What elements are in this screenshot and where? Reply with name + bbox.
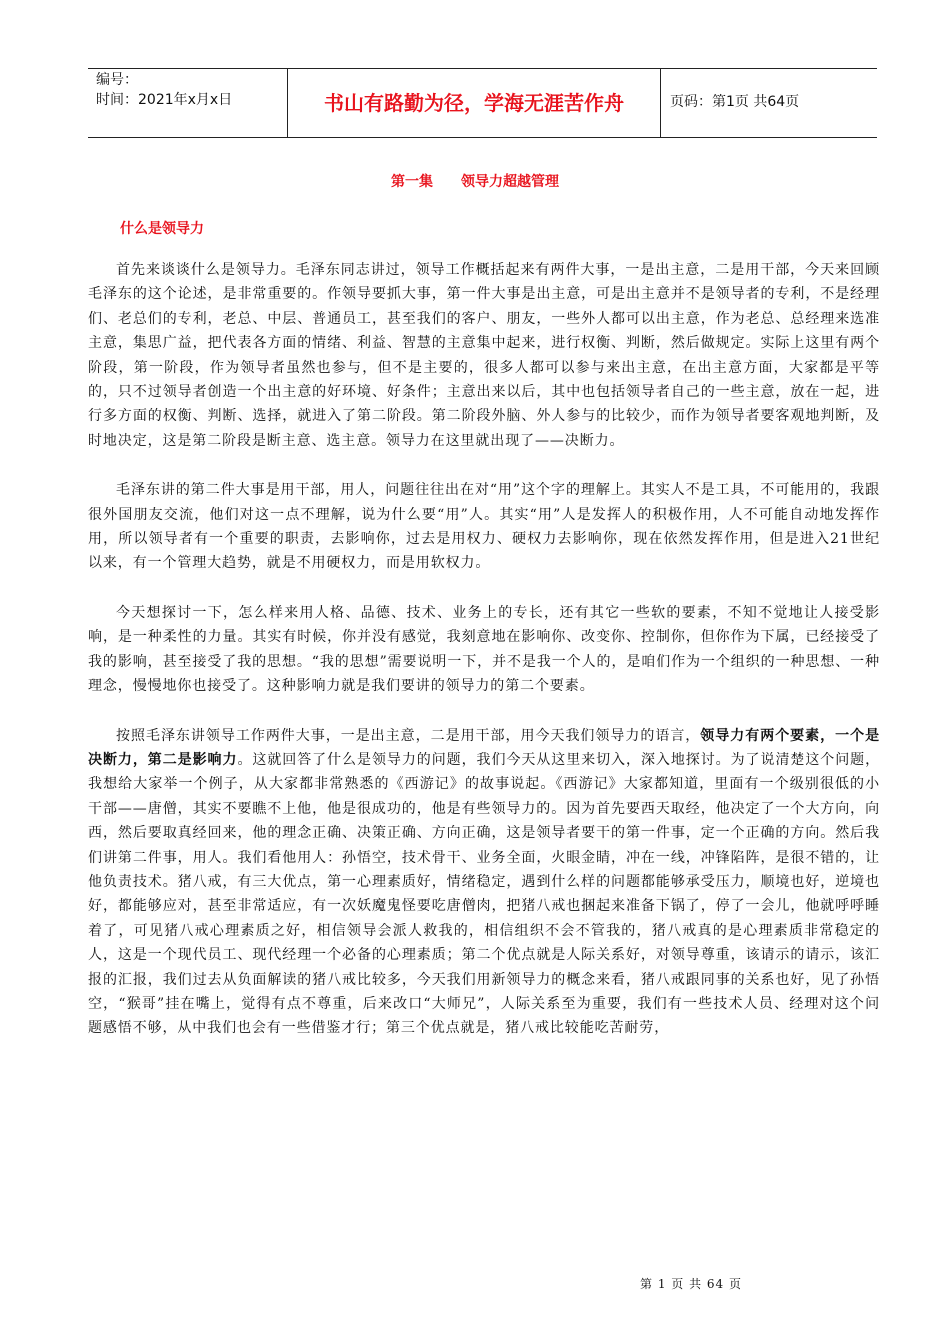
document-title bbox=[0, 172, 950, 192]
document-title-topic: 领导力超越管理 bbox=[461, 174, 559, 190]
body-paragraph: 毛泽东讲的第二件大事是用干部，用人，问题往往出在对“用”这个字的理解上。其实人不是工具，不可能用的，我跟很外国朋友交流，他们对这一点不理解，说为什么要“用”人。其实“用”人是发挥人的积极作用，人不可能自动地发挥作用，所以领导者有一个重要的职责，去影响你，过去是用权力、硬权力去影响你，现在依然发挥作用，但是进入21世纪以来，有一个管理大趋势，就是不用硬权力，而是用软权力。 bbox=[88, 482, 880, 572]
header-meta bbox=[96, 70, 232, 110]
section-heading: 什么是领导力 bbox=[120, 221, 204, 237]
serial-number-label: 编号： bbox=[96, 72, 138, 88]
body-paragraph: 首先来谈谈什么是领导力。毛泽东同志讲过，领导工作概括起来有两件大事，一是出主意，二是用干部，今天来回顾毛泽东的这个论述，是非常重要的。作领导要抓大事，第一件大事是出主意，可是出主意并不是领导者的专利，不是经理们、老总们的专利，老总、中层、普通员工，甚至我们的客户、朋友，一些外人都可以出主意，作为老总、总经理来选准主意，集思广益，把代表各方面的情绪、利益、智慧的主意集中起来，进行权衡、判断，然后做规定。实际上这里有两个阶段，第一阶段，作为领导者虽然也参与，但不是主要的，很多人都可以参与来出主意，在出主意方面，大家都是平等的，只不过领导者创造一个出主意的好环境、好条件；主意出来以后，其中也包括领导者自己的一些主意，放在一起，进行多方面的权衡、判断、选择，就进入了第二阶段。第二阶段外脑、外人参与的比较少，而作为领导者要客观地判断，及时地决定，这是第二阶段是断主意、选主意。领导力在这里就出现了——决断力。 bbox=[88, 262, 880, 449]
paragraph-text: 按照毛泽东讲领导工作两件大事，一是出主意，二是用干部，用今天我们领导力的语言， bbox=[116, 727, 701, 744]
document-title-episode: 第一集 bbox=[391, 174, 433, 190]
page-footer: 第 1 页 共 64 页 bbox=[640, 1277, 742, 1291]
header-page-info: 页码：第1页 共64页 bbox=[670, 94, 800, 110]
body-paragraph: 今天想探讨一下，怎么样来用人格、品德、技术、业务上的专长，还有其它一些软的要素，不知不觉地让人接受影响，是一种柔性的力量。其实有时候，你并没有感觉，我刻意地在影响你、改变你、控制你，但你作为下属，已经接受了我的影响，甚至接受了我的思想。“我的思想”需要说明一下，并不是我一个人的，是咱们作为一个组织的一种思想、一种理念，慢慢地你也接受了。这种影响力就是我们要讲的领导力的第二个要素。 bbox=[88, 604, 880, 695]
paragraph-emphasis: 领导力有两个要素，一个是决断力，第二是影响力 bbox=[88, 727, 880, 768]
body-paragraph bbox=[88, 724, 880, 1041]
header-divider-right bbox=[660, 69, 661, 137]
document-body bbox=[88, 258, 880, 1066]
date-label: 时间：2021年x月x日 bbox=[96, 92, 233, 108]
paragraph-text: 。这就回答了什么是领导力的问题，我们今天从这里来切入，深入地探讨。为了说清楚这个问题，我想给大家举一个例子，从大家都非常熟悉的《西游记》的故事说起。《西游记》大家都知道，里面有一个级别很低的小干部——唐僧，其实不要瞧不上他，他是很成功的，他是有些领导力的。因为首先要西天取经，他决定了一个大方向，向西，然后要取真经回来，他的理念正确、决策正确、方向正确，这是领导者要干的第一件事，定一个正确的方向。然后我们讲第二件事，用人。我们看他用人：孙悟空，技术骨干、业务全面，火眼金睛，冲在一线，冲锋陷阵，是很不错的，让他负责技术。猪八戒，有三大优点，第一心理素质好，情绪稳定，遇到什么样的问题都能够承受压力，顺境也好，逆境也好，都能够应对，甚至非常适应，有一次妖魔鬼怪要吃唐僧肉，把猪八戒也捆起来准备下锅了，停了一会儿，他就呼呼睡着了，可见猪八戒心理素质之好，相信领导会派人救我的，相信组织不会不管我的，猪八戒真的是心理素质非常稳定的人，这是一个现代员工、现代经理一个必备的心理素质；第二个优点就是人际关系好，对领导尊重，该请示的请示，该汇报的汇报，我们过去从负面解读的猪八戒比较多，今天我们用新领导力的概念来看，猪八戒跟同事的关系也好，见了孙悟空，“猴哥”挂在嘴上，觉得有点不尊重，后来改口“大师兄”，人际关系至为重要，我们有一些技术人员、经理对这个问题感悟不够，从中我们也会有一些借鉴才行；第三个优点就是，猪八戒比较能吃苦耐劳， bbox=[88, 751, 881, 1037]
header-bottom-rule bbox=[88, 137, 877, 138]
header-motto: 书山有路勤为径，学海无涯苦作舟 bbox=[324, 91, 624, 115]
header-top-rule bbox=[88, 68, 877, 69]
